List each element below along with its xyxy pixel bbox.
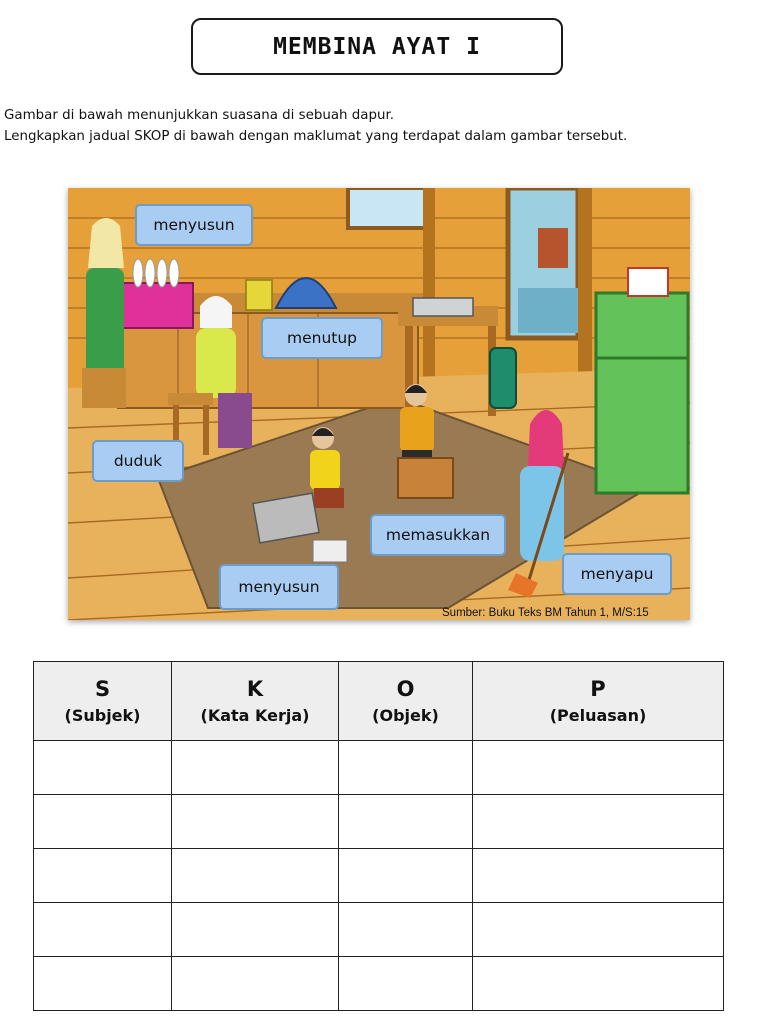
instruction-line-1: Gambar di bawah menunjukkan suasana di sebuah dapur. bbox=[4, 108, 395, 123]
answer-cell-peluasan[interactable] bbox=[473, 903, 724, 957]
header-s bbox=[34, 662, 172, 741]
header-p-letter: P bbox=[590, 677, 606, 701]
answer-cell-subjek[interactable] bbox=[34, 957, 172, 1011]
table-row bbox=[34, 903, 724, 957]
header-o-letter: O bbox=[396, 677, 415, 701]
source-caption: Sumber: Buku Teks BM Tahun 1, M/S:15 bbox=[442, 607, 649, 619]
header-k-label: (Kata Kerja) bbox=[200, 706, 310, 725]
answer-cell-kata-kerja[interactable] bbox=[172, 957, 339, 1011]
answer-cell-peluasan[interactable] bbox=[473, 741, 724, 795]
title-text: MEMBINA AYAT I bbox=[273, 33, 481, 60]
header-k-letter: K bbox=[246, 677, 264, 701]
answer-cell-peluasan[interactable] bbox=[473, 849, 724, 903]
answer-cell-kata-kerja[interactable] bbox=[172, 903, 339, 957]
answer-cell-objek[interactable] bbox=[339, 795, 473, 849]
table-row bbox=[34, 741, 724, 795]
table-row bbox=[34, 849, 724, 903]
label-duduk: duduk bbox=[92, 440, 184, 482]
answer-cell-subjek[interactable] bbox=[34, 849, 172, 903]
kitchen-illustration bbox=[68, 188, 690, 620]
answer-cell-objek[interactable] bbox=[339, 957, 473, 1011]
table-row bbox=[34, 957, 724, 1011]
answer-cell-subjek[interactable] bbox=[34, 741, 172, 795]
header-k bbox=[172, 662, 339, 741]
header-o-label: (Objek) bbox=[372, 706, 439, 725]
answer-cell-objek[interactable] bbox=[339, 849, 473, 903]
label-memasukkan: memasukkan bbox=[370, 514, 506, 556]
header-o bbox=[339, 662, 473, 741]
answer-cell-peluasan[interactable] bbox=[473, 795, 724, 849]
header-s-label: (Subjek) bbox=[64, 706, 141, 725]
header-p bbox=[473, 662, 724, 741]
answer-cell-peluasan[interactable] bbox=[473, 957, 724, 1011]
answer-cell-subjek[interactable] bbox=[34, 795, 172, 849]
header-p-label: (Peluasan) bbox=[549, 706, 647, 725]
instruction-line-2: Lengkapkan jadual SKOP di bawah dengan maklumat yang terdapat dalam gambar tersebut. bbox=[4, 129, 628, 144]
answer-cell-kata-kerja[interactable] bbox=[172, 741, 339, 795]
label-menyapu: menyapu bbox=[562, 553, 672, 595]
page-title bbox=[191, 18, 563, 75]
table-row bbox=[34, 795, 724, 849]
answer-cell-objek[interactable] bbox=[339, 903, 473, 957]
label-menyusun-top: menyusun bbox=[135, 204, 253, 246]
answer-cell-kata-kerja[interactable] bbox=[172, 849, 339, 903]
label-menutup: menutup bbox=[261, 317, 383, 359]
answer-cell-kata-kerja[interactable] bbox=[172, 795, 339, 849]
skop-table bbox=[33, 661, 724, 1011]
table-header-row bbox=[34, 662, 724, 741]
label-menyusun-bottom: menyusun bbox=[219, 564, 339, 610]
header-s-letter: S bbox=[94, 677, 111, 701]
answer-cell-subjek[interactable] bbox=[34, 903, 172, 957]
answer-cell-objek[interactable] bbox=[339, 741, 473, 795]
